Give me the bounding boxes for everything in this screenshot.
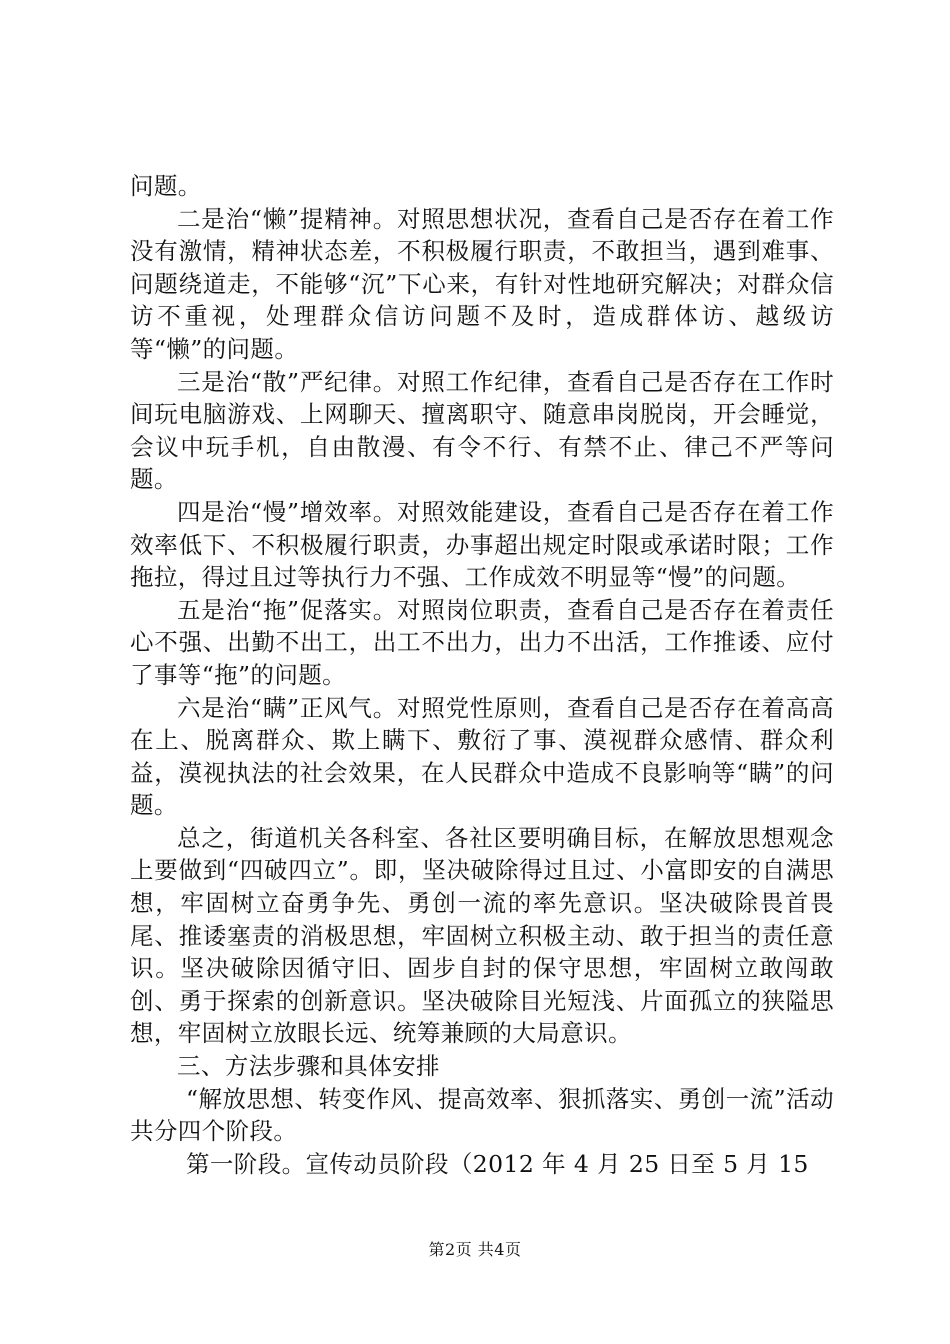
paragraph-procrastination: 五是治“拖”促落实。对照岗位职责，查看自己是否存在着责任心不强、出勤不出工，出工不出力，出力不出活，工作推诿、应付了事等“拖”的问题。 [130, 595, 834, 689]
document-body [130, 170, 834, 1180]
paragraph-lazy: 二是治“懒”提精神。对照思想状况，查看自己是否存在着工作没有激情，精神状态差，不积极履行职责，不敢担当，遇到难事、问题绕道走，不能够“沉”下心来，有针对性地研究解决；对群众信访不重视，处理群众信访问题不及时，造成群体访、越级访等“懒”的问题。 [130, 204, 834, 363]
section-heading-methods: 三、方法步骤和具体安排 [177, 1052, 440, 1081]
page-number-footer: 第2页 共4页 [428, 1240, 522, 1259]
paragraph-concealment: 六是治“瞒”正风气。对照党性原则，查看自己是否存在着高高在上、脱离群众、欺上瞒下、敷衍了事、漠视群众感情、群众利益，漠视执法的社会效果，在人民群众中造成不良影响等“瞒”的问题。 [130, 693, 834, 820]
paragraph-scattered: 三是治“散”严纪律。对照工作纪律，查看自己是否存在工作时间玩电脑游戏、上网聊天、擅离职守、随意串岗脱岗，开会睡觉，会议中玩手机，自由散漫、有令不行、有禁不止、律己不严等问题。 [130, 367, 834, 494]
paragraph-slow: 四是治“慢”增效率。对照效能建设，查看自己是否存在着工作效率低下、不积极履行职责，办事超出规定时限或承诺时限；工作拖拉，得过且过等执行力不强、工作成效不明显等“慢”的问题。 [130, 497, 834, 592]
paragraph-activity-stages: “解放思想、转变作风、提高效率、狠抓落实、勇创一流”活动共分四个阶段。 [130, 1084, 834, 1146]
paragraph-stage-one: 第一阶段。宣传动员阶段（2012 年 4 月 25 日至 5 月 15 [186, 1149, 809, 1178]
paragraph-summary: 总之，街道机关各科室、各社区要明确目标，在解放思想观念上要做到“四破四立”。即，坚决破除得过且过、小富即安的自满思想，牢固树立奋勇争先、勇创一流的率先意识。坚决破除畏首畏尾、推诿塞责的消极思想，牢固树立积极主动、敢于担当的责任意识。坚决破除因循守旧、固步自封的保守思想，牢固树立敢闯敢创、勇于探索的创新意识。坚决破除目光短浅、片面孤立的狭隘思想，牢固树立放眼长远、统筹兼顾的大局意识。 [130, 823, 834, 1048]
paragraph-continuation: 问题。 [130, 172, 202, 200]
